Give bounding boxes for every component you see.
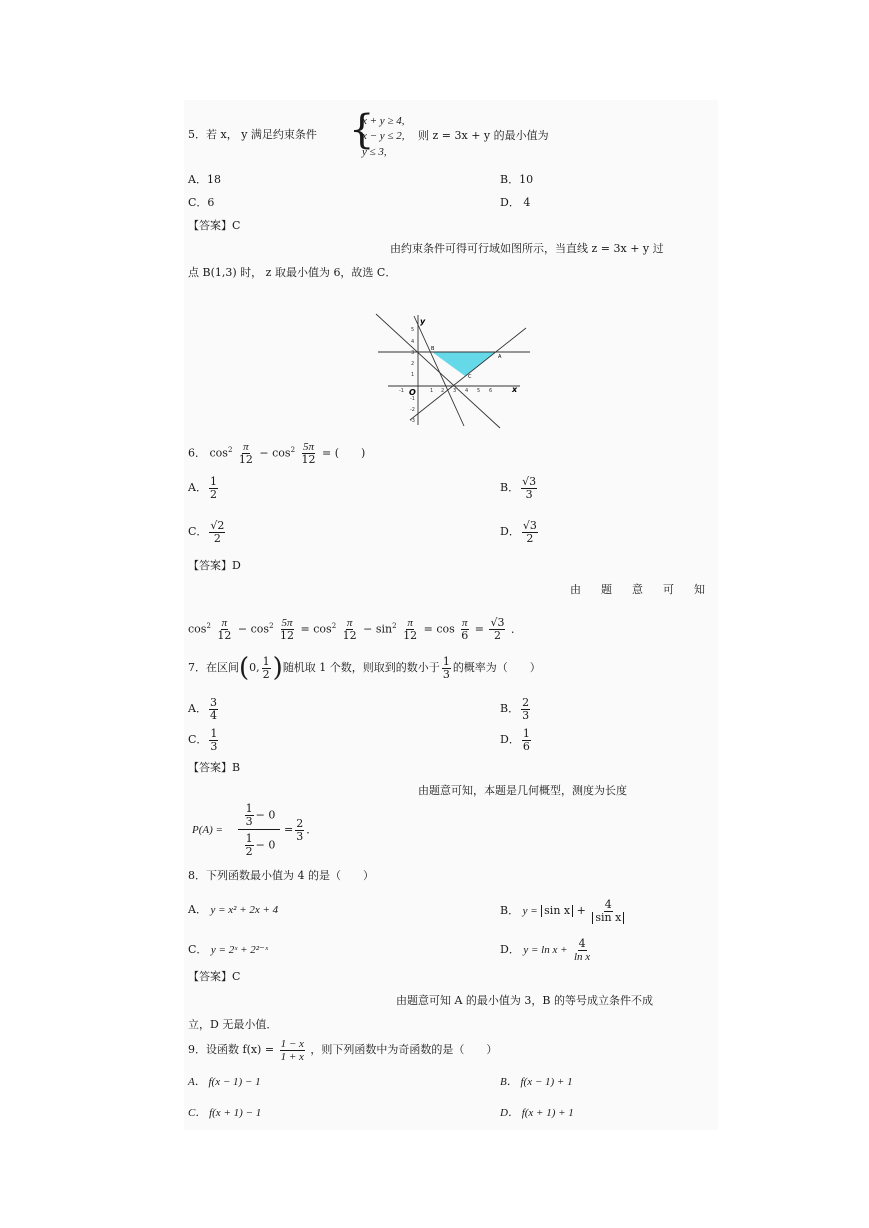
fraction: [262, 656, 271, 681]
line-x-plus-y-4: [376, 314, 500, 428]
q7-result: [284, 817, 317, 843]
option-label: A．: [188, 481, 207, 494]
q5-option-b: B．10: [500, 173, 534, 186]
minus-sign: −: [237, 622, 248, 636]
q6-explanation: [560, 583, 715, 597]
q7-compound-numerator: [236, 803, 282, 828]
origin-label: O: [409, 388, 416, 397]
fraction: [489, 617, 505, 642]
absolute-value: sin x: [592, 912, 624, 924]
numerator: √3: [522, 518, 537, 532]
denominator: 4: [209, 708, 217, 722]
fraction: [209, 476, 218, 501]
q6-option-d: [500, 518, 540, 546]
square-exponent: 2: [392, 622, 397, 630]
fraction: [209, 520, 225, 545]
q5-answer: 【答案】C: [188, 219, 241, 232]
point-c-label: C: [468, 374, 472, 380]
y-tick: -2: [410, 407, 415, 413]
feasible-region-fill: [432, 352, 496, 376]
q8-explanation-line-2: 立，D 无最小值．: [188, 1018, 278, 1031]
option-label: B．: [500, 904, 520, 917]
q7-stem-suffix: 的概率为（ ）: [452, 661, 541, 674]
numerator: 1: [262, 654, 270, 668]
q7-option-d: [500, 727, 533, 753]
q6-option-b: [500, 474, 539, 502]
numerator: 1: [209, 474, 217, 488]
fraction: [573, 938, 591, 963]
fraction: [245, 833, 254, 858]
sin-text: sin: [375, 622, 393, 636]
cos-text: cos: [250, 622, 270, 636]
fraction: [245, 803, 254, 828]
q8-stem: 8．下列函数最小值为 4 的是（ ）: [188, 869, 374, 882]
option-label: D．: [500, 943, 520, 956]
denominator: [591, 912, 625, 924]
square-exponent: 2: [290, 446, 296, 454]
fraction: [522, 728, 531, 753]
q9-option-c: C． f(x + 1) − 1: [188, 1107, 262, 1119]
numerator: π: [346, 617, 353, 630]
q8-explanation-line-1: 由题意可知 A 的最小值为 3，B 的等号成立条件不成: [396, 994, 654, 1007]
fraction: [295, 818, 304, 843]
explanation-char: 由: [570, 583, 581, 596]
option-expression: y =: [522, 905, 538, 917]
q8-option-b: [500, 897, 627, 925]
explanation-char: 题: [601, 583, 612, 596]
numerator: √3: [522, 474, 537, 488]
denominator: 2: [493, 629, 501, 643]
point-b-label: B: [431, 346, 435, 352]
denominator: 3: [245, 815, 253, 828]
fraction: [522, 520, 538, 545]
denominator: 12: [238, 453, 253, 467]
numerator: π: [243, 441, 249, 454]
cos-text: cos: [209, 446, 228, 460]
q9-stem-suffix: ，则下列函数中为奇函数的是（ ）: [310, 1043, 498, 1056]
q5-explanation-line-1: 由约束条件可得可行域如图所示，当直线 z = 3x + y 过: [390, 242, 664, 255]
q7-pa-label: P(A) =: [192, 824, 223, 836]
numerator: 4: [604, 897, 612, 911]
q7-explanation: 由题意可知，本题是几何概型，测度为长度: [418, 784, 627, 797]
y-tick: 4: [411, 339, 415, 345]
q8-option-a: [188, 903, 278, 917]
option-label: C．: [188, 733, 208, 746]
denominator: 2: [209, 487, 217, 501]
q5-explanation-line-2: 点 B(1,3) 时， z 取最小值为 6，故选 C．: [188, 266, 397, 279]
y-tick: 5: [411, 327, 415, 333]
denominator: 12: [403, 629, 418, 643]
q5-option-a: A．18: [188, 173, 221, 186]
denominator: 1 + x: [280, 1050, 304, 1063]
y-tick: 3: [411, 350, 415, 356]
numerator: √2: [210, 518, 225, 532]
x-tick: 4: [465, 388, 469, 394]
q6-stem: [188, 436, 365, 468]
denominator: 12: [280, 629, 295, 643]
q5-constraint-1: x + y ≥ 4,: [362, 115, 405, 127]
denominator: 3: [442, 667, 450, 681]
y-axis-label: y: [420, 317, 426, 326]
x-tick: 6: [489, 388, 493, 394]
numerator: 1: [245, 832, 253, 845]
x-tick: 2: [441, 388, 445, 394]
denominator: 2: [245, 845, 253, 858]
numerator: 1: [522, 726, 530, 740]
q6-option-a: [188, 474, 220, 502]
numerator: 1 − x: [280, 1037, 304, 1050]
denominator: 12: [301, 453, 316, 467]
q9-option-a: A． f(x − 1) − 1: [188, 1076, 261, 1088]
q7-option-c: [188, 727, 220, 753]
option-label: D．: [500, 525, 520, 538]
q7-answer: 【答案】B: [188, 761, 241, 774]
denominator: 3: [522, 708, 530, 722]
q7-stem-middle: 随机取 1 个数，则取到的数小于: [282, 661, 440, 674]
line-objective-z: [414, 316, 464, 426]
square-exponent: 2: [331, 622, 337, 630]
x-tick: -1: [399, 388, 404, 394]
option-label: C．: [188, 525, 208, 538]
fraction: [209, 697, 218, 722]
fraction: [402, 617, 418, 642]
absolute-value: sin x: [541, 905, 573, 917]
right-paren: ): [272, 653, 283, 683]
minus-sign: −: [259, 446, 269, 460]
q5-option-c: C．6: [188, 196, 215, 209]
feasible-region-graph: [374, 310, 534, 430]
y-tick: 2: [411, 361, 415, 367]
plus-sign: +: [576, 904, 586, 917]
q7-option-b: [500, 696, 532, 722]
numerator: 3: [209, 695, 217, 709]
option-label: C．: [188, 943, 208, 956]
numerator: 5π: [281, 617, 293, 630]
denominator: 6: [461, 629, 469, 643]
option-label: D．: [500, 733, 520, 746]
left-paren: (: [239, 653, 250, 683]
q7-compound-denominator: [236, 833, 282, 858]
option-label: B．: [500, 481, 520, 494]
numerator: √3: [490, 616, 505, 630]
option-expression: y = ln x +: [523, 944, 568, 956]
denominator: 12: [217, 629, 232, 643]
fraction: [301, 441, 317, 466]
q5-stem-suffix: 则 z = 3x + y 的最小值为: [418, 129, 549, 142]
equals-sign: =: [300, 622, 310, 636]
q5-constraint-2: x − y ≤ 2,: [362, 130, 405, 142]
y-tick: -3: [410, 418, 415, 424]
q7-stem-prefix: 7．在区间: [188, 661, 239, 674]
q6-solution: [188, 612, 522, 644]
denominator: 2: [526, 531, 534, 545]
q6-number: 6．: [188, 446, 206, 460]
numerator: 2: [522, 695, 530, 709]
fraction: [460, 617, 469, 642]
q6-tail: = ( ): [322, 446, 366, 460]
denominator: 12: [342, 629, 357, 643]
q7-main-fraction-bar: [238, 829, 280, 830]
cos-text: cos: [436, 622, 455, 636]
numerator: π: [461, 617, 468, 630]
y-tick: -1: [410, 396, 415, 402]
fraction: [442, 656, 451, 681]
q5-option-d: D． 4: [500, 196, 531, 209]
explanation-char: 知: [694, 583, 705, 596]
cos-text: cos: [313, 622, 332, 636]
q5-brace: {: [349, 107, 375, 153]
fraction: [238, 441, 254, 466]
point-a-label: A: [498, 354, 502, 360]
period: ．: [510, 622, 522, 636]
square-exponent: 2: [206, 622, 211, 630]
x-tick: 5: [477, 388, 481, 394]
numerator: 2: [296, 816, 304, 830]
minus-sign: −: [363, 622, 373, 636]
x-axis-label: x: [512, 385, 518, 394]
period: ．: [306, 823, 318, 836]
q8-answer: 【答案】C: [188, 970, 241, 983]
fraction: [342, 617, 358, 642]
minus-zero: − 0: [255, 808, 276, 822]
q9-option-d: D． f(x + 1) + 1: [500, 1107, 574, 1119]
denominator: 3: [296, 829, 304, 843]
numerator: 1: [442, 654, 450, 668]
option-label: A．: [188, 903, 207, 916]
fraction: [521, 697, 530, 722]
q6-option-c: [188, 518, 227, 546]
option-label: A．: [188, 702, 207, 715]
fraction: [279, 617, 295, 642]
denominator: 2: [213, 531, 221, 545]
denominator: 2: [262, 667, 270, 681]
square-exponent: 2: [227, 446, 233, 454]
explanation-char: 可: [663, 583, 674, 596]
numerator: 1: [245, 802, 253, 815]
q6-answer: 【答案】D: [188, 559, 241, 572]
q7-option-a: [188, 696, 220, 722]
q9-option-b: B． f(x − 1) + 1: [500, 1076, 573, 1088]
equals-sign: =: [423, 622, 433, 636]
numerator: π: [407, 617, 413, 630]
square-exponent: 2: [269, 622, 274, 630]
q9-stem-prefix: 9．设函数 f(x) =: [188, 1043, 275, 1056]
minus-zero: − 0: [255, 838, 276, 852]
numerator: π: [221, 617, 228, 630]
equals-sign: =: [474, 622, 484, 636]
fraction: [280, 1038, 305, 1063]
denominator: 3: [210, 739, 218, 753]
fraction: [216, 617, 232, 642]
q7-stem: [188, 653, 541, 683]
q5-constraint-3: y ≤ 3,: [362, 146, 387, 158]
numerator: 5π: [303, 441, 315, 454]
q8-option-d: [500, 936, 593, 964]
option-expression: y = 2ˣ + 2²⁻ˣ: [210, 944, 268, 956]
x-tick: 3: [453, 388, 457, 394]
q9-stem: [188, 1036, 497, 1064]
explanation-char: 意: [632, 583, 643, 596]
fraction: [521, 476, 537, 501]
option-label: B．: [500, 702, 520, 715]
cos-text: cos: [188, 622, 207, 636]
q8-option-c: [188, 943, 268, 957]
numerator: 4: [578, 936, 586, 950]
interval-start: 0,: [249, 661, 260, 674]
denominator: 6: [522, 739, 530, 753]
equals-sign: =: [284, 823, 294, 836]
q5-stem-prefix: 5．若 x， y 满足约束条件: [188, 128, 317, 141]
fraction: [209, 728, 218, 753]
denominator: 3: [525, 487, 533, 501]
y-tick: 1: [411, 372, 415, 378]
fraction: [591, 899, 625, 924]
x-tick: 1: [430, 388, 434, 394]
cos-text: cos: [272, 446, 291, 460]
numerator: 1: [210, 726, 218, 740]
denominator: ln x: [574, 950, 591, 963]
option-expression: y = x² + 2x + 4: [210, 904, 279, 916]
